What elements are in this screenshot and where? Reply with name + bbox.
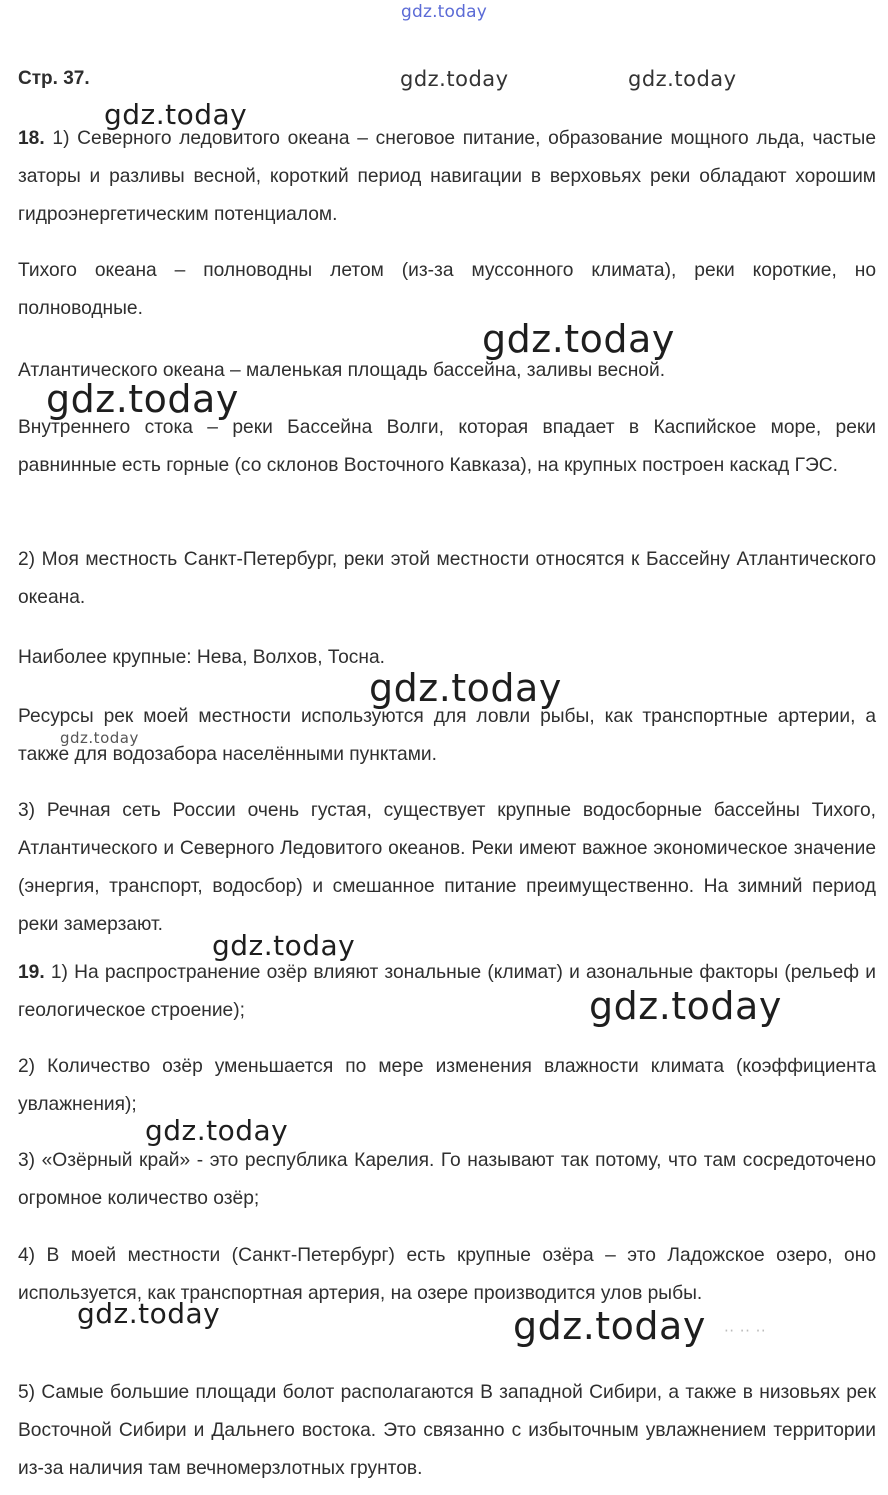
watermark: gdz.today — [46, 377, 239, 421]
task-18-number: 18. — [18, 128, 45, 149]
watermark: gdz.today — [589, 984, 782, 1028]
page-number: Стр. 37. — [18, 68, 90, 89]
watermark: gdz.today — [628, 67, 737, 91]
watermark: gdz.today — [400, 67, 509, 91]
task-18-paragraph-6: Наиболее крупные: Нева, Волхов, Тосна. — [18, 647, 385, 668]
task-18-paragraph-8: 3) Речная сеть России очень густая, существует крупные водосборные бассейны Тихого, Атлантического и Северного Ледовитого океанов. Реки имеют важное экономическое значение (энергия, транспорт, водосбор) и смешанное питание преимущественно. На зимний период реки замерзают. — [18, 800, 876, 935]
task-19-paragraph-2: 2) Количество озёр уменьшается по мере изменения влажности климата (коэффициента увлажнения); — [18, 1056, 876, 1115]
watermark: gdz.today — [104, 98, 248, 131]
task-18-paragraph-5: 2) Моя местность Санкт-Петербург, реки этой местности относятся к Бассейну Атлантического океана. — [18, 549, 876, 608]
task-19-number: 19. — [18, 962, 45, 983]
task-18-paragraph-3: Атлантического океана – маленькая площадь бассейна, заливы весной. — [18, 360, 666, 381]
scan-artifact: ·· ·· ·· — [724, 1322, 767, 1340]
task-19-paragraph-3: 3) «Озёрный край» - это республика Карелия. Го называют так потому, что там сосредоточено огромное количество озёр; — [18, 1150, 876, 1209]
watermark: gdz.today — [369, 666, 562, 710]
task-19-paragraph-1: 19. 1) На распространение озёр влияют зональные (климат) и азональные факторы (рельеф и геологическое строение); — [18, 962, 876, 1021]
task-19-paragraph-5: 5) Самые большие площади болот располагаются В западной Сибири, а также в низовьях рек Восточной Сибири и Дальнего востока. Это связанно с избыточным увлажнением территории из-за наличия там вечномерзлотных грунтов. — [18, 1382, 876, 1479]
task-18-paragraph-2: Тихого океана – полноводны летом (из-за муссонного климата), реки короткие, но полноводные. — [18, 260, 876, 319]
watermark: gdz.today — [145, 1114, 289, 1147]
watermark: gdz.today — [482, 317, 675, 361]
task-18-paragraph-7: Ресурсы рек моей местности используются для ловли рыбы, как транспортные артерии, а также для водозабора населёнными пунктами. — [18, 706, 876, 765]
task-18-paragraph-1: 18. 1) Северного ледовитого океана – снеговое питание, образование мощного льда, частые заторы и разливы весной, короткий период навигации в верховьях реки обладают хорошим гидроэнергетическим потенциалом. — [18, 128, 876, 225]
task-18-paragraph-4: Внутреннего стока – реки Бассейна Волги, которая впадает в Каспийское море, реки равнинные есть горные (со склонов Восточного Кавказа), на крупных построен каскад ГЭС. — [18, 417, 876, 476]
watermark: gdz.today — [212, 929, 356, 962]
site-watermark-top: gdz.today — [400, 2, 488, 22]
watermark: gdz.today — [77, 1297, 221, 1330]
watermark: gdz.today — [513, 1304, 706, 1348]
watermark: gdz.today — [60, 729, 139, 747]
task-19-paragraph-4: 4) В моей местности (Санкт-Петербург) есть крупные озёра – это Ладожское озеро, оно используется, как транспортная артерия, на озере производится улов рыбы. — [18, 1245, 876, 1304]
